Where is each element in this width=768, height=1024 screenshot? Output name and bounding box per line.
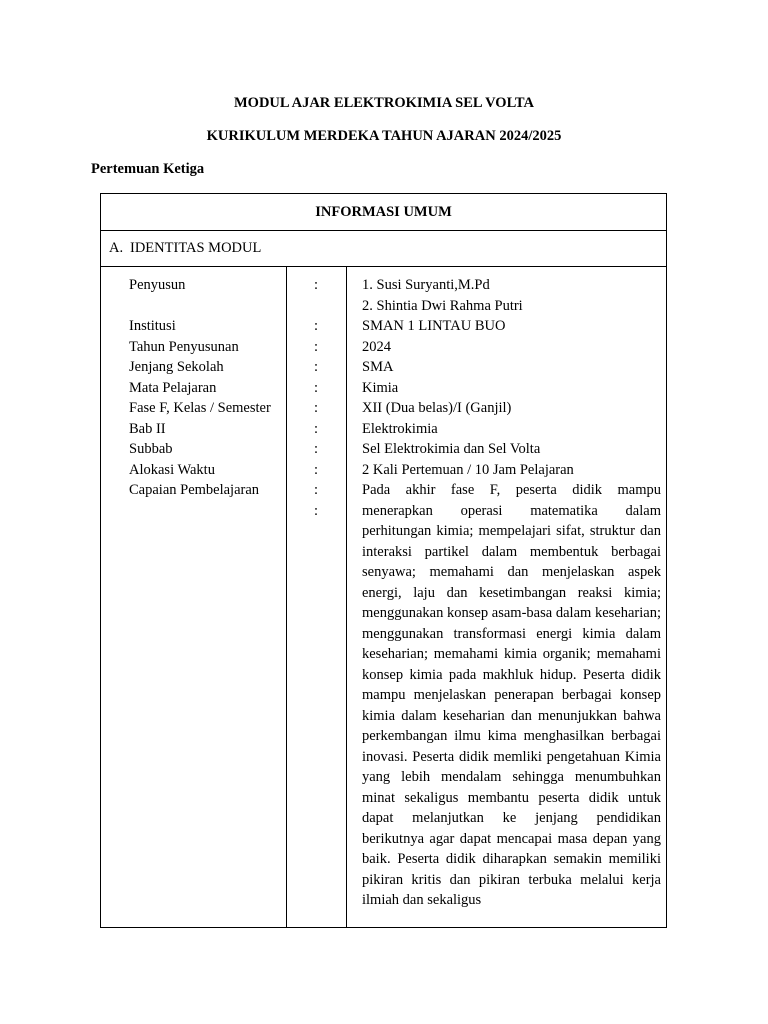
label-fase: Fase F, Kelas / Semester bbox=[129, 400, 271, 416]
document-subtitle: KURIKULUM MERDEKA TAHUN AJARAN 2024/2025 bbox=[206, 128, 562, 144]
info-table bbox=[100, 193, 667, 928]
section-title: IDENTITAS MODUL bbox=[130, 240, 262, 256]
value-alokasi: 2 Kali Pertemuan / 10 Jam Pelajaran bbox=[362, 461, 574, 478]
colon: : bbox=[314, 441, 319, 457]
value-jenjang: SMA bbox=[362, 359, 394, 375]
label-subbab: Subbab bbox=[129, 441, 173, 457]
value-penyusun-1: 1. Susi Suryanti,M.Pd bbox=[362, 277, 490, 293]
meeting-heading: Pertemuan Ketiga bbox=[91, 161, 205, 177]
value-tahun: 2024 bbox=[362, 338, 391, 355]
value-penyusun-2: 2. Shintia Dwi Rahma Putri bbox=[362, 297, 523, 314]
colon-column bbox=[314, 275, 324, 521]
label-alokasi: Alokasi Waktu bbox=[129, 461, 215, 478]
colon: : bbox=[314, 379, 319, 396]
label-tahun: Tahun Penyusunan bbox=[129, 338, 239, 355]
table-header: INFORMASI UMUM bbox=[101, 194, 666, 231]
value-subbab: Sel Elektrokimia dan Sel Volta bbox=[362, 441, 541, 457]
colon: : bbox=[314, 461, 319, 478]
colon: : bbox=[314, 420, 319, 437]
value-mapel: Kimia bbox=[362, 379, 399, 396]
colon: : bbox=[314, 400, 319, 416]
colon: : bbox=[314, 482, 319, 498]
label-bab: Bab II bbox=[129, 420, 166, 437]
colon: : bbox=[314, 359, 319, 375]
colon: : bbox=[314, 338, 319, 355]
column-divider bbox=[286, 267, 287, 927]
label-jenjang: Jenjang Sekolah bbox=[129, 359, 224, 375]
value-capaian: Pada akhir fase F, peserta didik mampu menerapkan operasi matematika dalam perhitungan kimia; mempelajari sifat, struktur dan interaksi partikel dalam membentuk berbagai senyawa; memahami dan menjelaskan aspek energi, laju dan kesetimbangan reaksi kimia; menggunakan konsep asam-basa dalam keseharian; menggunakan transformasi energi kimia dalam keseharian; memahami kimia organik; memahami konsep kimia pada makhluk hidup. Peserta didik mampu menjelaskan penerapan berbagai konsep kimia dalam keseharian dan menunjukkan bahwa perkembangan ilmu kima menghasilkan berbagai inovasi. Peserta didik memliki pengetahuan Kimia yang lebih mendalam sehingga menumbuhkan minat sekaligus membantu peserta didik untuk dapat melanjutkan ke jenjang pendidikan berikutnya agar dapat mencapai masa depan yang baik. Peserta didik diharapkan semakin memiliki pikiran kritis dan pikiran terbuka melalui kerja ilmiah dan sekaligus bbox=[362, 482, 661, 908]
value-bab: Elektrokimia bbox=[362, 420, 438, 437]
label-column bbox=[129, 275, 284, 501]
document-title: MODUL AJAR ELEKTROKIMIA SEL VOLTA bbox=[234, 95, 534, 111]
value-fase: XII (Dua belas)/I (Ganjil) bbox=[362, 400, 512, 416]
label-penyusun: Penyusun bbox=[129, 277, 186, 293]
value-column bbox=[362, 275, 661, 911]
label-institusi: Institusi bbox=[129, 318, 176, 334]
column-divider bbox=[346, 267, 347, 927]
label-capaian: Capaian Pembelajaran bbox=[129, 482, 260, 498]
label-mapel: Mata Pelajaran bbox=[129, 379, 217, 396]
section-letter: A. bbox=[109, 240, 124, 256]
colon: : bbox=[314, 318, 319, 334]
colon: : bbox=[314, 277, 319, 293]
section-row bbox=[101, 231, 666, 267]
colon: : bbox=[314, 502, 319, 519]
value-institusi: SMAN 1 LINTAU BUO bbox=[362, 318, 506, 334]
